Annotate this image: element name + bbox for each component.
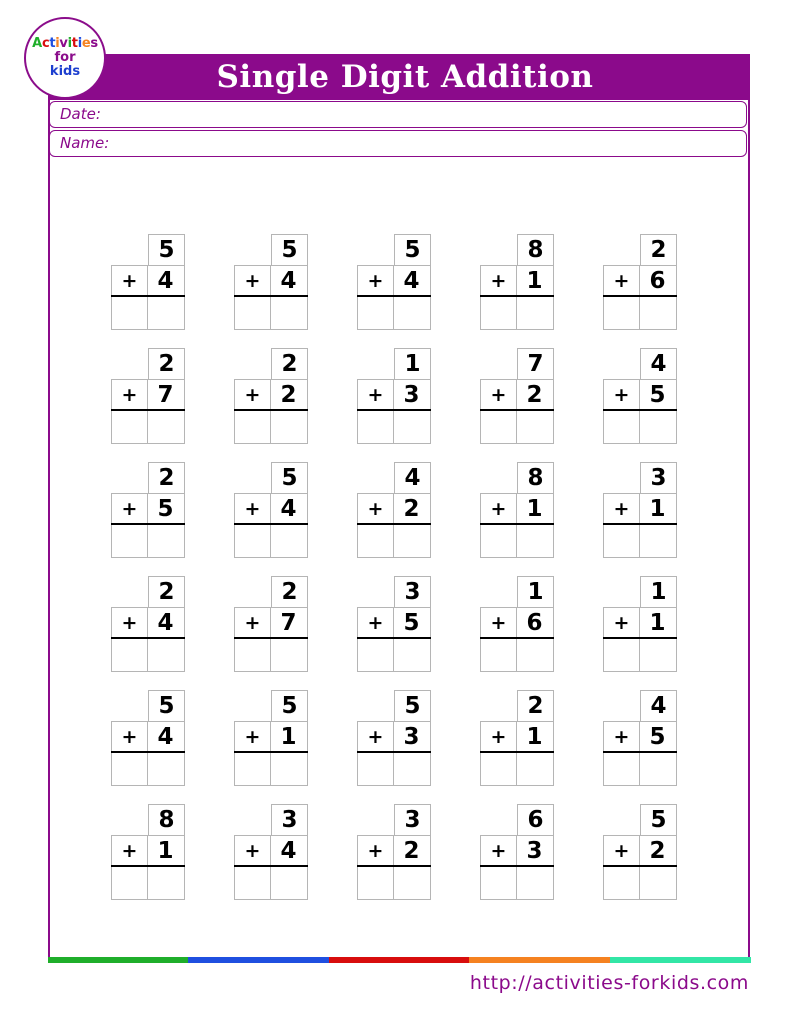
bottom-addend: 5 xyxy=(393,607,431,638)
plus-sign: + xyxy=(357,493,394,524)
addition-problem xyxy=(357,690,431,786)
top-addend: 2 xyxy=(271,348,308,379)
top-addend: 6 xyxy=(517,804,554,835)
bottom-addend: 2 xyxy=(270,379,308,410)
answer-box-ones[interactable] xyxy=(147,639,185,672)
plus-sign: + xyxy=(357,607,394,638)
top-addend: 5 xyxy=(394,234,431,265)
addition-problem xyxy=(357,576,431,672)
addition-problem xyxy=(111,804,185,900)
addition-problem xyxy=(603,462,677,558)
answer-box-ones[interactable] xyxy=(147,753,185,786)
top-addend: 4 xyxy=(640,348,677,379)
answer-box-ones[interactable] xyxy=(639,867,677,900)
bottom-addend: 7 xyxy=(270,607,308,638)
plus-sign: + xyxy=(234,607,271,638)
answer-box-tens[interactable] xyxy=(480,639,517,672)
logo-text-activities: Activities xyxy=(32,36,98,51)
plus-sign: + xyxy=(480,493,517,524)
answer-box-tens[interactable] xyxy=(111,753,148,786)
answer-box-ones[interactable] xyxy=(393,753,431,786)
answer-box-ones[interactable] xyxy=(270,297,308,330)
answer-box-tens[interactable] xyxy=(357,525,394,558)
answer-box-ones[interactable] xyxy=(516,867,554,900)
date-label: Date: xyxy=(60,105,101,123)
addition-problem xyxy=(234,690,308,786)
answer-box-ones[interactable] xyxy=(270,867,308,900)
addition-problem xyxy=(357,348,431,444)
plus-sign: + xyxy=(603,835,640,866)
answer-box-tens[interactable] xyxy=(111,411,148,444)
worksheet-header xyxy=(48,54,750,100)
plus-sign: + xyxy=(111,607,148,638)
answer-box-ones[interactable] xyxy=(270,525,308,558)
bottom-addend: 4 xyxy=(270,493,308,524)
plus-sign: + xyxy=(480,379,517,410)
answer-box-tens[interactable] xyxy=(111,297,148,330)
plus-sign: + xyxy=(234,265,271,296)
plus-sign: + xyxy=(480,265,517,296)
answer-box-ones[interactable] xyxy=(393,639,431,672)
addition-problem xyxy=(357,234,431,330)
footer-color-segment xyxy=(48,957,189,963)
answer-box-ones[interactable] xyxy=(393,867,431,900)
top-addend: 1 xyxy=(640,576,677,607)
bottom-addend: 1 xyxy=(147,835,185,866)
answer-box-ones[interactable] xyxy=(270,411,308,444)
answer-box-tens[interactable] xyxy=(480,867,517,900)
answer-box-ones[interactable] xyxy=(393,525,431,558)
addition-problem xyxy=(111,462,185,558)
addition-problem xyxy=(234,804,308,900)
plus-sign: + xyxy=(234,835,271,866)
answer-box-ones[interactable] xyxy=(639,525,677,558)
answer-box-tens[interactable] xyxy=(480,525,517,558)
top-addend: 2 xyxy=(148,576,185,607)
plus-sign: + xyxy=(603,607,640,638)
answer-box-tens[interactable] xyxy=(603,297,640,330)
footer-color-segment xyxy=(610,957,751,963)
answer-box-ones[interactable] xyxy=(639,639,677,672)
top-addend: 3 xyxy=(271,804,308,835)
top-addend: 2 xyxy=(148,462,185,493)
addition-problem xyxy=(603,804,677,900)
top-addend: 3 xyxy=(394,804,431,835)
bottom-addend: 5 xyxy=(147,493,185,524)
plus-sign: + xyxy=(357,379,394,410)
answer-box-tens[interactable] xyxy=(357,753,394,786)
addition-problem xyxy=(480,462,554,558)
bottom-addend: 2 xyxy=(393,835,431,866)
plus-sign: + xyxy=(603,379,640,410)
plus-sign: + xyxy=(603,721,640,752)
addition-problem xyxy=(480,690,554,786)
top-addend: 5 xyxy=(148,690,185,721)
bottom-addend: 4 xyxy=(270,835,308,866)
bottom-addend: 1 xyxy=(516,721,554,752)
top-addend: 8 xyxy=(517,234,554,265)
plus-sign: + xyxy=(357,721,394,752)
addition-problem xyxy=(603,576,677,672)
plus-sign: + xyxy=(234,379,271,410)
logo-text-kids: kids xyxy=(49,64,81,79)
addition-problem xyxy=(480,576,554,672)
top-addend: 4 xyxy=(640,690,677,721)
top-addend: 5 xyxy=(148,234,185,265)
footer-color-segment xyxy=(469,957,610,963)
footer-color-segment xyxy=(188,957,329,963)
addition-problem xyxy=(111,576,185,672)
top-addend: 5 xyxy=(271,234,308,265)
answer-box-ones[interactable] xyxy=(270,753,308,786)
addition-problem xyxy=(357,804,431,900)
plus-sign: + xyxy=(603,265,640,296)
bottom-addend: 2 xyxy=(516,379,554,410)
bottom-addend: 6 xyxy=(639,265,677,296)
answer-box-tens[interactable] xyxy=(603,753,640,786)
bottom-addend: 2 xyxy=(639,835,677,866)
answer-box-ones[interactable] xyxy=(147,525,185,558)
answer-box-tens[interactable] xyxy=(357,639,394,672)
top-addend: 4 xyxy=(394,462,431,493)
bottom-addend: 1 xyxy=(516,265,554,296)
bottom-addend: 4 xyxy=(393,265,431,296)
answer-box-tens[interactable] xyxy=(111,639,148,672)
answer-box-tens[interactable] xyxy=(603,411,640,444)
answer-box-ones[interactable] xyxy=(516,525,554,558)
bottom-addend: 4 xyxy=(147,265,185,296)
plus-sign: + xyxy=(111,721,148,752)
answer-box-ones[interactable] xyxy=(516,297,554,330)
bottom-addend: 4 xyxy=(147,721,185,752)
top-addend: 3 xyxy=(640,462,677,493)
answer-box-ones[interactable] xyxy=(147,867,185,900)
addition-problem xyxy=(111,348,185,444)
answer-box-tens[interactable] xyxy=(234,639,271,672)
top-addend: 2 xyxy=(640,234,677,265)
plus-sign: + xyxy=(480,607,517,638)
addition-problem xyxy=(480,804,554,900)
bottom-addend: 4 xyxy=(147,607,185,638)
site-logo xyxy=(24,17,106,99)
plus-sign: + xyxy=(357,265,394,296)
answer-box-tens[interactable] xyxy=(603,639,640,672)
addition-problem xyxy=(357,462,431,558)
top-addend: 5 xyxy=(394,690,431,721)
addition-problem xyxy=(234,462,308,558)
bottom-addend: 3 xyxy=(516,835,554,866)
addition-problem xyxy=(603,690,677,786)
answer-box-tens[interactable] xyxy=(357,411,394,444)
bottom-addend: 2 xyxy=(393,493,431,524)
plus-sign: + xyxy=(234,493,271,524)
bottom-addend: 1 xyxy=(639,493,677,524)
bottom-addend: 3 xyxy=(393,721,431,752)
footer-url[interactable]: http://activities-forkids.com xyxy=(469,972,749,994)
addition-problem xyxy=(234,348,308,444)
answer-box-ones[interactable] xyxy=(516,411,554,444)
plus-sign: + xyxy=(111,265,148,296)
plus-sign: + xyxy=(234,721,271,752)
worksheet-title: Single Digit Addition xyxy=(216,59,594,95)
answer-box-tens[interactable] xyxy=(357,297,394,330)
answer-box-tens[interactable] xyxy=(603,867,640,900)
answer-box-ones[interactable] xyxy=(393,411,431,444)
addition-problem xyxy=(480,348,554,444)
answer-box-tens[interactable] xyxy=(357,867,394,900)
bottom-addend: 6 xyxy=(516,607,554,638)
addition-problem xyxy=(111,690,185,786)
top-addend: 3 xyxy=(394,576,431,607)
top-addend: 5 xyxy=(640,804,677,835)
top-addend: 2 xyxy=(517,690,554,721)
top-addend: 1 xyxy=(517,576,554,607)
addition-problem xyxy=(603,234,677,330)
plus-sign: + xyxy=(480,721,517,752)
bottom-addend: 3 xyxy=(393,379,431,410)
bottom-addend: 1 xyxy=(516,493,554,524)
bottom-addend: 5 xyxy=(639,721,677,752)
plus-sign: + xyxy=(357,835,394,866)
answer-box-tens[interactable] xyxy=(480,297,517,330)
answer-box-ones[interactable] xyxy=(639,411,677,444)
answer-box-ones[interactable] xyxy=(516,753,554,786)
answer-box-tens[interactable] xyxy=(111,867,148,900)
answer-box-tens[interactable] xyxy=(234,525,271,558)
bottom-addend: 1 xyxy=(639,607,677,638)
bottom-addend: 7 xyxy=(147,379,185,410)
top-addend: 8 xyxy=(148,804,185,835)
addition-problem xyxy=(603,348,677,444)
answer-box-tens[interactable] xyxy=(234,297,271,330)
name-field[interactable] xyxy=(49,130,747,157)
answer-box-ones[interactable] xyxy=(393,297,431,330)
top-addend: 1 xyxy=(394,348,431,379)
name-label: Name: xyxy=(60,134,110,152)
addition-problem xyxy=(234,234,308,330)
addition-problem xyxy=(234,576,308,672)
answer-box-ones[interactable] xyxy=(147,297,185,330)
answer-box-ones[interactable] xyxy=(147,411,185,444)
top-addend: 2 xyxy=(271,576,308,607)
answer-box-tens[interactable] xyxy=(111,525,148,558)
top-addend: 5 xyxy=(271,462,308,493)
plus-sign: + xyxy=(111,379,148,410)
answer-box-tens[interactable] xyxy=(480,411,517,444)
answer-box-ones[interactable] xyxy=(639,753,677,786)
top-addend: 8 xyxy=(517,462,554,493)
addition-problem xyxy=(480,234,554,330)
answer-box-ones[interactable] xyxy=(516,639,554,672)
answer-box-ones[interactable] xyxy=(639,297,677,330)
addition-problem xyxy=(111,234,185,330)
answer-box-tens[interactable] xyxy=(480,753,517,786)
bottom-addend: 4 xyxy=(270,265,308,296)
plus-sign: + xyxy=(603,493,640,524)
footer-color-segment xyxy=(329,957,470,963)
logo-text-for: for xyxy=(54,50,76,65)
answer-box-tens[interactable] xyxy=(234,411,271,444)
bottom-addend: 5 xyxy=(639,379,677,410)
top-addend: 5 xyxy=(271,690,308,721)
plus-sign: + xyxy=(111,493,148,524)
answer-box-tens[interactable] xyxy=(603,525,640,558)
answer-box-ones[interactable] xyxy=(270,639,308,672)
top-addend: 2 xyxy=(148,348,185,379)
top-addend: 7 xyxy=(517,348,554,379)
plus-sign: + xyxy=(480,835,517,866)
answer-box-tens[interactable] xyxy=(234,753,271,786)
bottom-addend: 1 xyxy=(270,721,308,752)
answer-box-tens[interactable] xyxy=(234,867,271,900)
plus-sign: + xyxy=(111,835,148,866)
date-field[interactable] xyxy=(49,101,747,128)
